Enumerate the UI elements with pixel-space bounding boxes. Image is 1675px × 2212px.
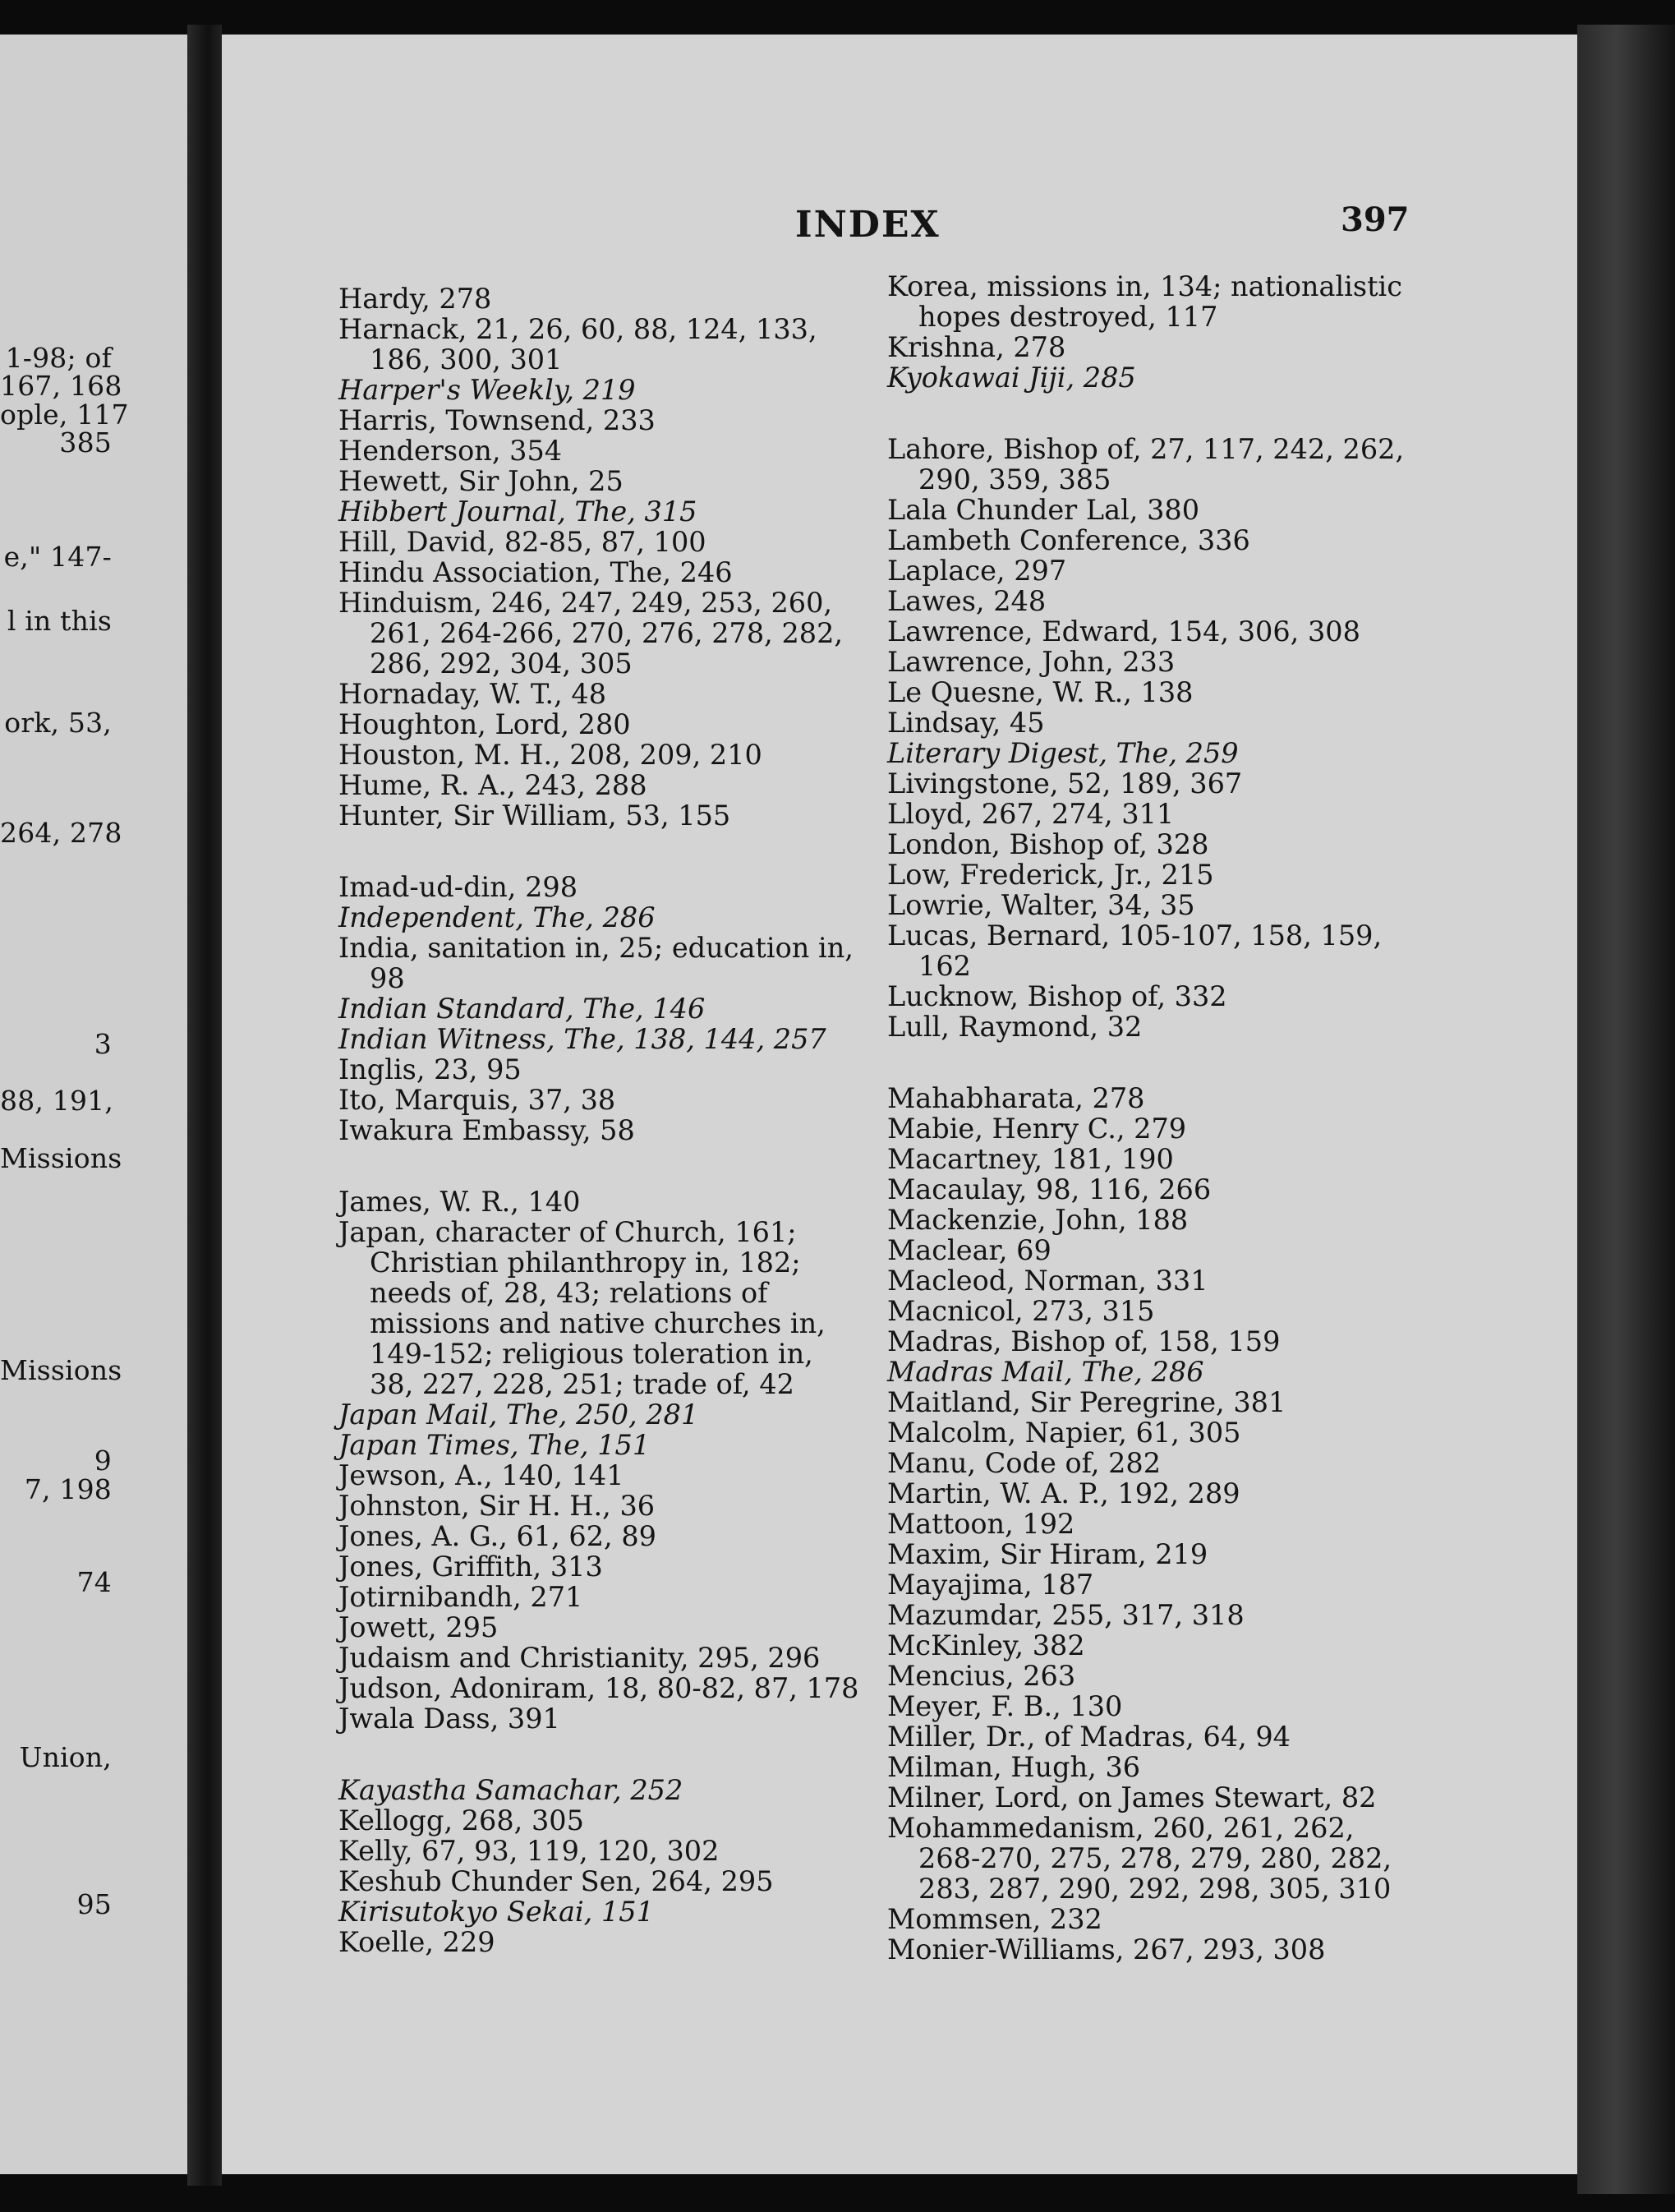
index-entry: Madras, Bishop of, 158, 159 bbox=[887, 1325, 1281, 1357]
index-entry: London, Bishop of, 328 bbox=[887, 828, 1209, 860]
left-page-fragment: 3 bbox=[94, 1028, 112, 1060]
index-entry: Lahore, Bishop of, 27, 117, 242, 262, 290, 359, 385 bbox=[887, 433, 1405, 495]
index-entry: Hindu Association, The, 246 bbox=[338, 556, 733, 588]
index-entry: Korea, missions in, 134; nationalistic hopes destroyed, 117 bbox=[887, 270, 1403, 333]
index-entry: Milman, Hugh, 36 bbox=[887, 1751, 1141, 1783]
index-entry: Martin, W. A. P., 192, 289 bbox=[887, 1477, 1240, 1509]
index-entry: Meyer, F. B., 130 bbox=[887, 1690, 1123, 1722]
index-entry: Hume, R. A., 243, 288 bbox=[338, 769, 647, 801]
index-entry: Hunter, Sir William, 53, 155 bbox=[338, 800, 731, 832]
left-page-fragment: ople, 117 bbox=[0, 399, 129, 431]
index-entry: Miller, Dr., of Madras, 64, 94 bbox=[887, 1721, 1291, 1753]
index-entry: Lindsay, 45 bbox=[887, 707, 1045, 739]
index-entry: Harnack, 21, 26, 60, 88, 124, 133, 186, 300, 301 bbox=[338, 313, 817, 376]
index-entry: Mohammedanism, 260, 261, 262, 268-270, 275, 278, 279, 280, 282, 283, 287, 290, 292, 298, 305, 310 bbox=[887, 1812, 1392, 1905]
index-entry: Jones, Griffith, 313 bbox=[338, 1551, 603, 1583]
index-entry: Literary Digest, The, 259 bbox=[887, 737, 1239, 769]
left-page-fragment: Missions bbox=[0, 1142, 122, 1174]
index-entry: Jewson, A., 140, 141 bbox=[338, 1459, 624, 1491]
index-entry: Kellogg, 268, 305 bbox=[338, 1804, 584, 1836]
page-header: INDEX bbox=[795, 204, 941, 246]
index-entry: Ito, Marquis, 37, 38 bbox=[338, 1084, 616, 1116]
index-entry: Lloyd, 267, 274, 311 bbox=[887, 798, 1175, 830]
left-page bbox=[0, 35, 187, 2174]
index-entry: Indian Witness, The, 138, 144, 257 bbox=[338, 1023, 826, 1055]
index-entry: Keshub Chunder Sen, 264, 295 bbox=[338, 1865, 774, 1897]
index-letter-group bbox=[338, 283, 864, 831]
index-letter-group bbox=[338, 872, 864, 1145]
index-entry: Jones, A. G., 61, 62, 89 bbox=[338, 1520, 656, 1552]
left-page-fragment: Missions bbox=[0, 1354, 122, 1386]
left-page-fragment: 264, 278 bbox=[0, 817, 122, 849]
left-page-fragment: e," 147- bbox=[3, 541, 112, 573]
index-letter-group bbox=[887, 271, 1421, 393]
index-entry: Lucas, Bernard, 105-107, 158, 159, 162 bbox=[887, 919, 1383, 982]
index-entry: Macnicol, 273, 315 bbox=[887, 1295, 1155, 1327]
index-entry: Jotirnibandh, 271 bbox=[338, 1581, 583, 1613]
index-entry: Macleod, Norman, 331 bbox=[887, 1265, 1208, 1297]
index-entry: Judaism and Christianity, 295, 296 bbox=[338, 1642, 821, 1674]
left-page-fragment: 7, 198 bbox=[24, 1473, 112, 1505]
index-letter-group bbox=[338, 1187, 864, 1734]
index-entry: Hewett, Sir John, 25 bbox=[338, 465, 624, 497]
index-entry: Mahabharata, 278 bbox=[887, 1082, 1145, 1114]
index-entry: Hill, David, 82-85, 87, 100 bbox=[338, 526, 706, 558]
index-entry: Mackenzie, John, 188 bbox=[887, 1204, 1189, 1236]
index-entry: Lucknow, Bishop of, 332 bbox=[887, 980, 1227, 1012]
index-letter-group bbox=[338, 1775, 864, 1957]
index-entry: Koelle, 229 bbox=[338, 1926, 495, 1958]
index-entry: Lull, Raymond, 32 bbox=[887, 1011, 1143, 1043]
index-entry: Macaulay, 98, 116, 266 bbox=[887, 1173, 1212, 1205]
index-entry: Laplace, 297 bbox=[887, 555, 1067, 587]
index-entry: Hinduism, 246, 247, 249, 253, 260, 261, 264-266, 270, 276, 278, 282, 286, 292, 304, 305 bbox=[338, 587, 844, 680]
index-entry: Japan Times, The, 151 bbox=[338, 1429, 651, 1461]
index-entry: Maxim, Sir Hiram, 219 bbox=[887, 1538, 1208, 1570]
index-entry: Judson, Adoniram, 18, 80-82, 87, 178 bbox=[338, 1672, 859, 1704]
index-entry: Jowett, 295 bbox=[338, 1611, 499, 1643]
index-entry: Kyokawai Jiji, 285 bbox=[887, 362, 1136, 394]
left-page-fragment: l in this bbox=[7, 605, 112, 637]
index-entry: Krishna, 278 bbox=[887, 331, 1066, 363]
index-entry: Le Quesne, W. R., 138 bbox=[887, 676, 1194, 708]
index-entry: Iwakura Embassy, 58 bbox=[338, 1114, 635, 1146]
left-page-fragment: 1-98; of bbox=[5, 342, 112, 374]
index-entry: Hardy, 278 bbox=[338, 283, 492, 315]
index-entry: Harris, Townsend, 233 bbox=[338, 404, 656, 436]
index-entry: Harper's Weekly, 219 bbox=[338, 374, 636, 406]
left-page-fragment: 385 bbox=[59, 426, 112, 459]
index-entry: Independent, The, 286 bbox=[338, 901, 656, 933]
index-entry: Inglis, 23, 95 bbox=[338, 1053, 522, 1085]
index-entry: Kayastha Samachar, 252 bbox=[338, 1774, 683, 1806]
index-entry: Hibbert Journal, The, 315 bbox=[338, 495, 697, 528]
index-entry: Lawes, 248 bbox=[887, 585, 1047, 617]
index-entry: India, sanitation in, 25; education in, 98 bbox=[338, 932, 854, 994]
left-page-fragment: ork, 53, bbox=[4, 707, 112, 739]
index-letter-group bbox=[887, 434, 1421, 1042]
index-entry: Milner, Lord, on James Stewart, 82 bbox=[887, 1781, 1377, 1813]
index-entry: Mayajima, 187 bbox=[887, 1569, 1094, 1601]
index-entry: Mabie, Henry C., 279 bbox=[887, 1113, 1187, 1145]
index-entry: Houston, M. H., 208, 209, 210 bbox=[338, 739, 762, 771]
index-entry: Lambeth Conference, 336 bbox=[887, 524, 1250, 556]
index-letter-group bbox=[887, 1083, 1421, 1965]
index-entry: Maclear, 69 bbox=[887, 1234, 1051, 1266]
index-entry: Imad-ud-din, 298 bbox=[338, 871, 578, 903]
index-entry: Lala Chunder Lal, 380 bbox=[887, 494, 1200, 526]
index-entry: Lawrence, John, 233 bbox=[887, 646, 1176, 678]
index-entry: Lowrie, Walter, 34, 35 bbox=[887, 889, 1195, 921]
book-edge bbox=[1577, 25, 1675, 2194]
page-number: 397 bbox=[1341, 200, 1410, 239]
index-entry: Mommsen, 232 bbox=[887, 1903, 1102, 1935]
left-page-fragment: Union, bbox=[19, 1741, 112, 1773]
book-spine bbox=[187, 25, 222, 2186]
index-entry: Kirisutokyo Sekai, 151 bbox=[338, 1896, 654, 1928]
index-entry: Henderson, 354 bbox=[338, 435, 563, 467]
index-entry: Houghton, Lord, 280 bbox=[338, 708, 631, 740]
index-entry: Johnston, Sir H. H., 36 bbox=[338, 1490, 656, 1522]
index-entry: Maitland, Sir Peregrine, 381 bbox=[887, 1386, 1286, 1418]
index-entry: Monier-Williams, 267, 293, 308 bbox=[887, 1933, 1326, 1965]
index-entry: Manu, Code of, 282 bbox=[887, 1447, 1162, 1479]
index-entry: Indian Standard, The, 146 bbox=[338, 993, 706, 1025]
index-entry: Jwala Dass, 391 bbox=[338, 1703, 560, 1735]
index-entry: Low, Frederick, Jr., 215 bbox=[887, 859, 1214, 891]
index-entry: Lawrence, Edward, 154, 306, 308 bbox=[887, 615, 1360, 647]
index-entry: Japan Mail, The, 250, 281 bbox=[338, 1399, 699, 1431]
index-entry: James, W. R., 140 bbox=[338, 1186, 581, 1218]
index-entry: Madras Mail, The, 286 bbox=[887, 1356, 1204, 1388]
index-entry: McKinley, 382 bbox=[887, 1629, 1085, 1661]
left-page-fragment: 88, 191, bbox=[0, 1085, 114, 1117]
index-entry: Hornaday, W. T., 48 bbox=[338, 678, 607, 710]
index-column-left bbox=[338, 283, 864, 1998]
left-page-fragment: 9 bbox=[94, 1445, 112, 1477]
index-entry: Japan, character of Church, 161; Christian philanthropy in, 182; needs of, 28, 43; relations of missions and native churches in, 149-152; religious toleration in, 38, 227, 228, 251; trade of, 42 bbox=[338, 1216, 826, 1400]
index-entry: Livingstone, 52, 189, 367 bbox=[887, 767, 1243, 800]
index-entry: Mazumdar, 255, 317, 318 bbox=[887, 1599, 1245, 1631]
left-page-fragment: 95 bbox=[76, 1888, 112, 1920]
index-entry: Mattoon, 192 bbox=[887, 1508, 1075, 1540]
index-entry: Kelly, 67, 93, 119, 120, 302 bbox=[338, 1835, 720, 1867]
left-page-fragment: 74 bbox=[76, 1566, 112, 1598]
index-entry: Macartney, 181, 190 bbox=[887, 1143, 1174, 1175]
left-page-fragment: 167, 168 bbox=[0, 370, 122, 402]
index-entry: Mencius, 263 bbox=[887, 1660, 1076, 1692]
index-entry: Malcolm, Napier, 61, 305 bbox=[887, 1417, 1241, 1449]
index-column-right bbox=[887, 271, 1421, 2006]
